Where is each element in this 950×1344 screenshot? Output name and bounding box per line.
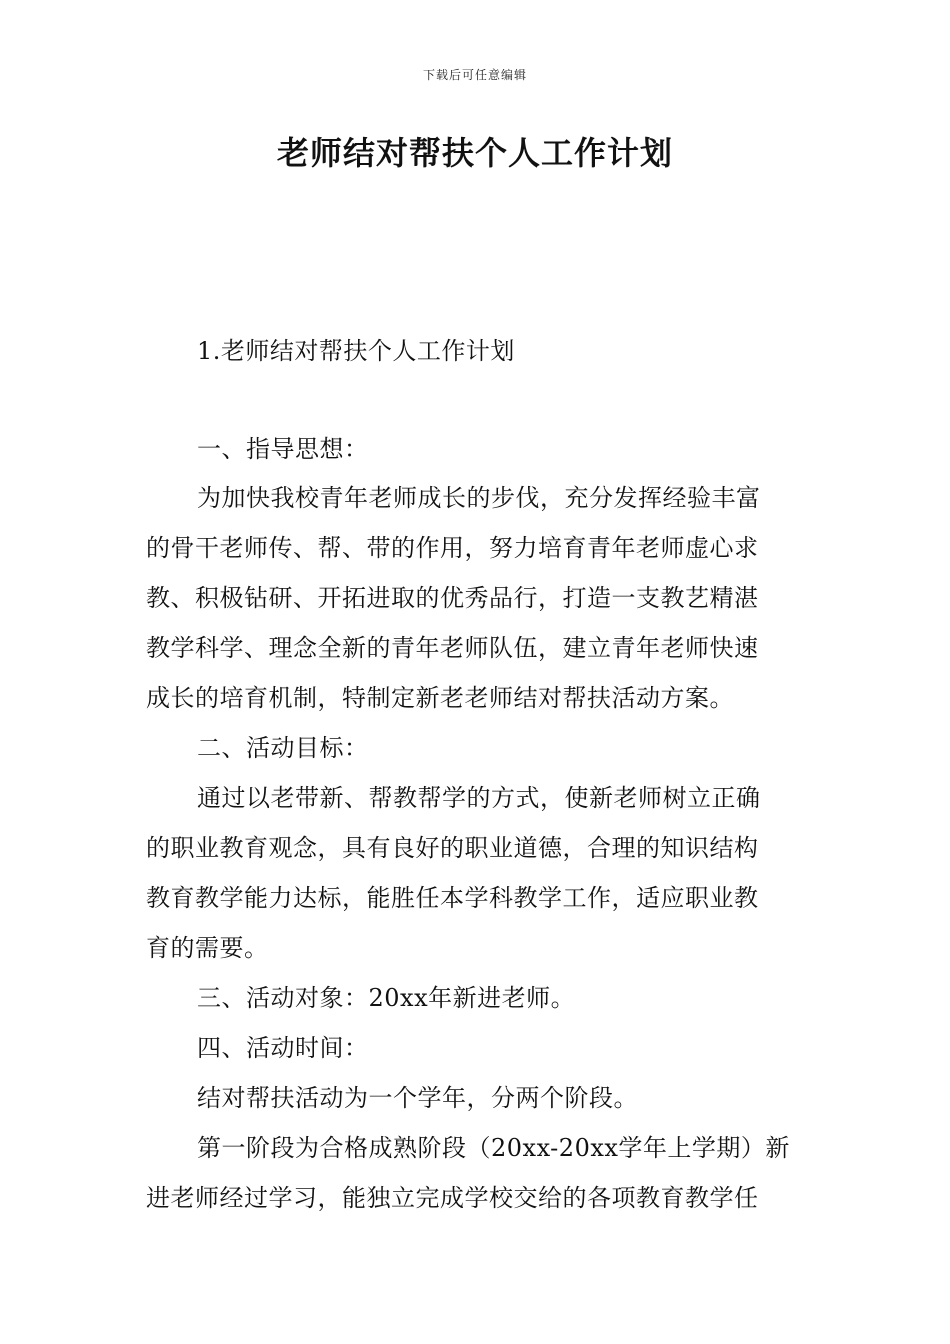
header-note: 下载后可任意编辑	[422, 68, 527, 82]
paragraph-line: 为加快我校青年老师成长的步伐，充分发挥经验丰富	[197, 484, 761, 512]
section-heading-numbered: 1.老师结对帮扶个人工作计划	[197, 337, 515, 365]
paragraph-line: 教育教学能力达标，能胜任本学科教学工作，适应职业教	[146, 884, 759, 912]
paragraph-line: 的骨干老师传、帮、带的作用，努力培育青年老师虚心求	[146, 534, 759, 562]
document-title: 老师结对帮扶个人工作计划	[276, 134, 673, 172]
paragraph-line: 结对帮扶活动为一个学年，分两个阶段。	[197, 1084, 638, 1112]
paragraph-line: 进老师经过学习，能独立完成学校交给的各项教育教学任	[146, 1184, 759, 1212]
paragraph-line: 成长的培育机制，特制定新老老师结对帮扶活动方案。	[146, 684, 734, 712]
section-heading-goals: 二、活动目标：	[197, 734, 369, 762]
paragraph-line: 第一阶段为合格成熟阶段（20xx-20xx学年上学期）新	[197, 1134, 790, 1162]
section-heading-guiding: 一、指导思想：	[197, 435, 369, 463]
paragraph-line: 教、积极钻研、开拓进取的优秀品行，打造一支教艺精湛	[146, 584, 759, 612]
section-heading-time: 四、活动时间：	[197, 1034, 369, 1062]
paragraph-line: 的职业教育观念，具有良好的职业道德，合理的知识结构	[146, 834, 759, 862]
paragraph-line: 通过以老带新、帮教帮学的方式，使新老师树立正确	[197, 784, 761, 812]
paragraph-line: 育的需要。	[146, 934, 269, 962]
section-heading-targets: 三、活动对象：20xx年新进老师。	[197, 984, 576, 1012]
paragraph-line: 教学科学、理念全新的青年老师队伍，建立青年老师快速	[146, 634, 759, 662]
